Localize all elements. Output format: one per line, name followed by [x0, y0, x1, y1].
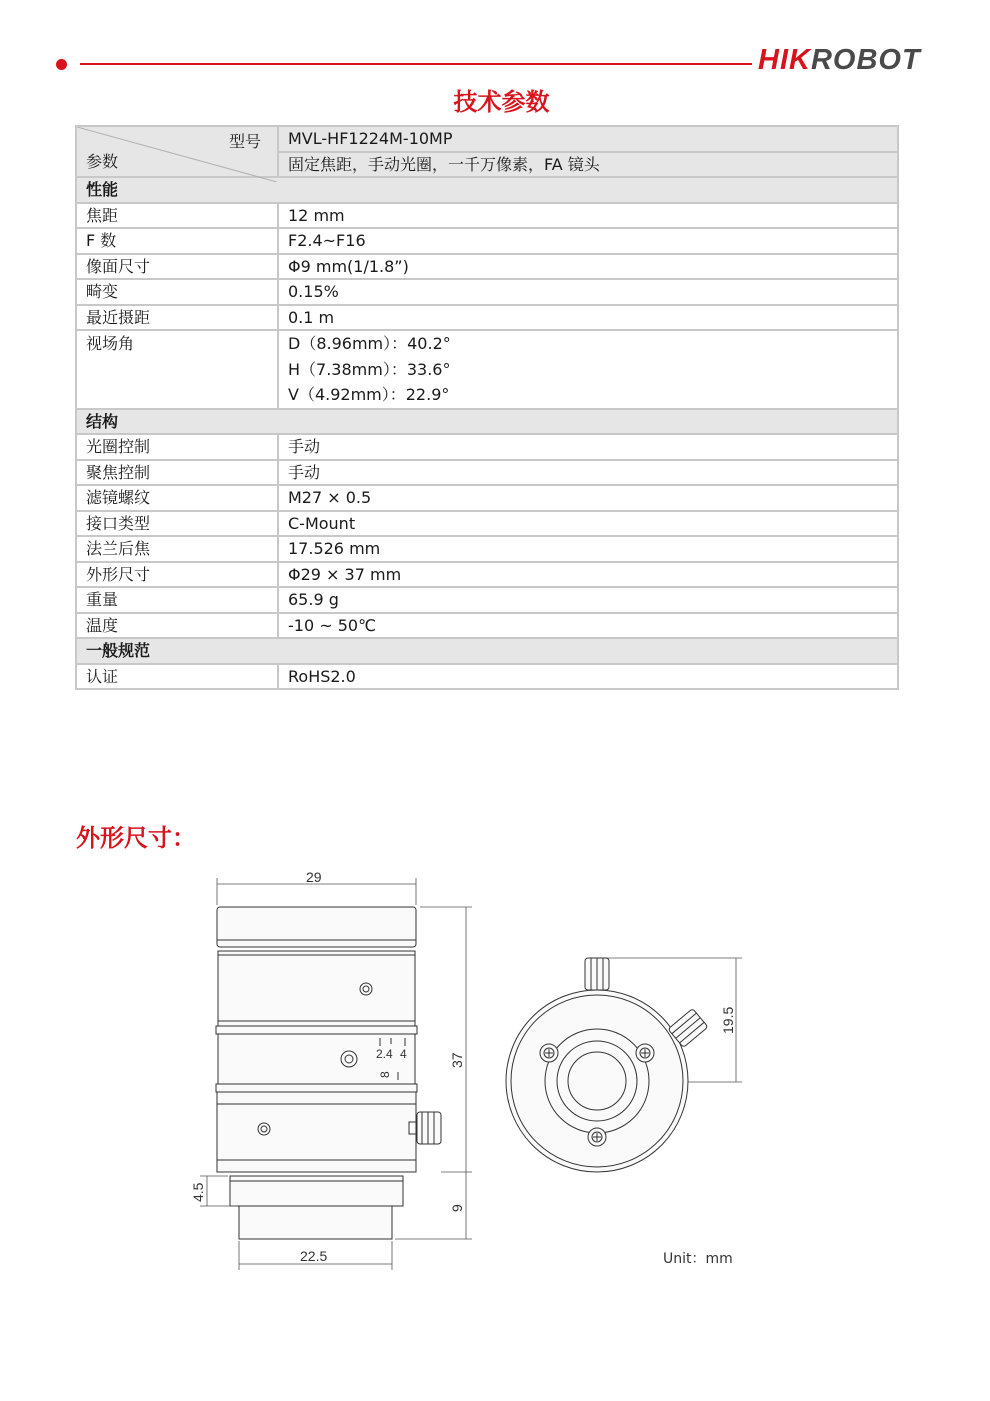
- spec-table: [75, 125, 899, 690]
- dimensions-title: 外形尺寸：: [76, 824, 196, 852]
- row-value: RoHS2.0: [278, 664, 898, 690]
- dim-22-5: 22.5: [300, 1248, 328, 1264]
- row-label: 畸变: [76, 279, 278, 305]
- row-value: 12 mm: [278, 203, 898, 229]
- row-value: F2.4~F16: [278, 228, 898, 254]
- row-value: 手动: [278, 434, 898, 460]
- table-row: [76, 587, 898, 613]
- row-value: 65.9 g: [278, 587, 898, 613]
- brand-logo: HIKROBOT: [758, 44, 921, 76]
- row-label: 聚焦控制: [76, 460, 278, 486]
- corner-label-params: 参数: [86, 151, 119, 171]
- section-row: [76, 638, 898, 664]
- row-value: Φ29 × 37 mm: [278, 562, 898, 588]
- dim-9: 9: [449, 1204, 465, 1212]
- table-row: [76, 228, 898, 254]
- table-row: [76, 254, 898, 280]
- row-value: C-Mount: [278, 511, 898, 537]
- row-value: 0.15%: [278, 279, 898, 305]
- row-label: 认证: [76, 664, 278, 690]
- fov-vertical: V（4.92mm）：22.9°: [288, 385, 450, 404]
- fov-diagonal: D（8.96mm）：40.2°: [288, 334, 451, 353]
- corner-header-cell: [76, 126, 278, 177]
- row-label: 视场角: [76, 330, 278, 409]
- aperture-label-2-4: 2.4: [376, 1047, 393, 1061]
- lens-side-view: [216, 907, 441, 1239]
- section-general: 一般规范: [76, 638, 898, 664]
- table-row: [76, 613, 898, 639]
- table-row: [76, 562, 898, 588]
- row-value: Φ9 mm(1/1.8”): [278, 254, 898, 280]
- fov-values: [278, 330, 898, 409]
- table-row-fov: [76, 330, 898, 409]
- model-value: MVL-HF1224M-10MP: [278, 126, 898, 152]
- table-row: [76, 279, 898, 305]
- row-value: -10 ~ 50℃: [278, 613, 898, 639]
- table-row: [76, 485, 898, 511]
- row-label: F 数: [76, 228, 278, 254]
- header-dot: [56, 59, 67, 70]
- table-row: [76, 460, 898, 486]
- row-label: 焦距: [76, 203, 278, 229]
- section-structure: 结构: [76, 409, 898, 435]
- page-title: 技术参数: [453, 88, 550, 116]
- row-label: 法兰后焦: [76, 536, 278, 562]
- dimension-drawing: [0, 860, 990, 1280]
- table-row: [76, 126, 898, 152]
- section-row: [76, 409, 898, 435]
- table-row: [76, 536, 898, 562]
- section-performance: 性能: [76, 177, 898, 203]
- lens-front-view: [506, 958, 708, 1172]
- unit-note: Unit：mm: [663, 1251, 733, 1267]
- row-value: 手动: [278, 460, 898, 486]
- row-value: 0.1 m: [278, 305, 898, 331]
- aperture-label-4: 4: [400, 1047, 407, 1061]
- row-label: 外形尺寸: [76, 562, 278, 588]
- fov-horizontal: H（7.38mm）：33.6°: [288, 359, 451, 379]
- dim-4-5: 4.5: [190, 1182, 206, 1202]
- aperture-label-8: 8: [378, 1071, 392, 1078]
- row-value: 17.526 mm: [278, 536, 898, 562]
- table-row: [76, 305, 898, 331]
- row-label: 滤镜螺纹: [76, 485, 278, 511]
- table-row: [76, 434, 898, 460]
- corner-label-model: 型号: [228, 132, 261, 151]
- row-label: 重量: [76, 587, 278, 613]
- row-label: 接口类型: [76, 511, 278, 537]
- row-label: 温度: [76, 613, 278, 639]
- dim-height-37: 37: [449, 1052, 465, 1068]
- header-line: [80, 63, 752, 65]
- dim-19-5: 19.5: [720, 1006, 736, 1034]
- description-value: 固定焦距，手动光圈，一千万像素，FA 镜头: [278, 152, 898, 178]
- table-row: [76, 203, 898, 229]
- row-label: 光圈控制: [76, 434, 278, 460]
- table-row: [76, 511, 898, 537]
- row-label: 最近摄距: [76, 305, 278, 331]
- row-label: 像面尺寸: [76, 254, 278, 280]
- dim-width-29: 29: [306, 869, 322, 885]
- table-row: [76, 664, 898, 690]
- row-value: M27 × 0.5: [278, 485, 898, 511]
